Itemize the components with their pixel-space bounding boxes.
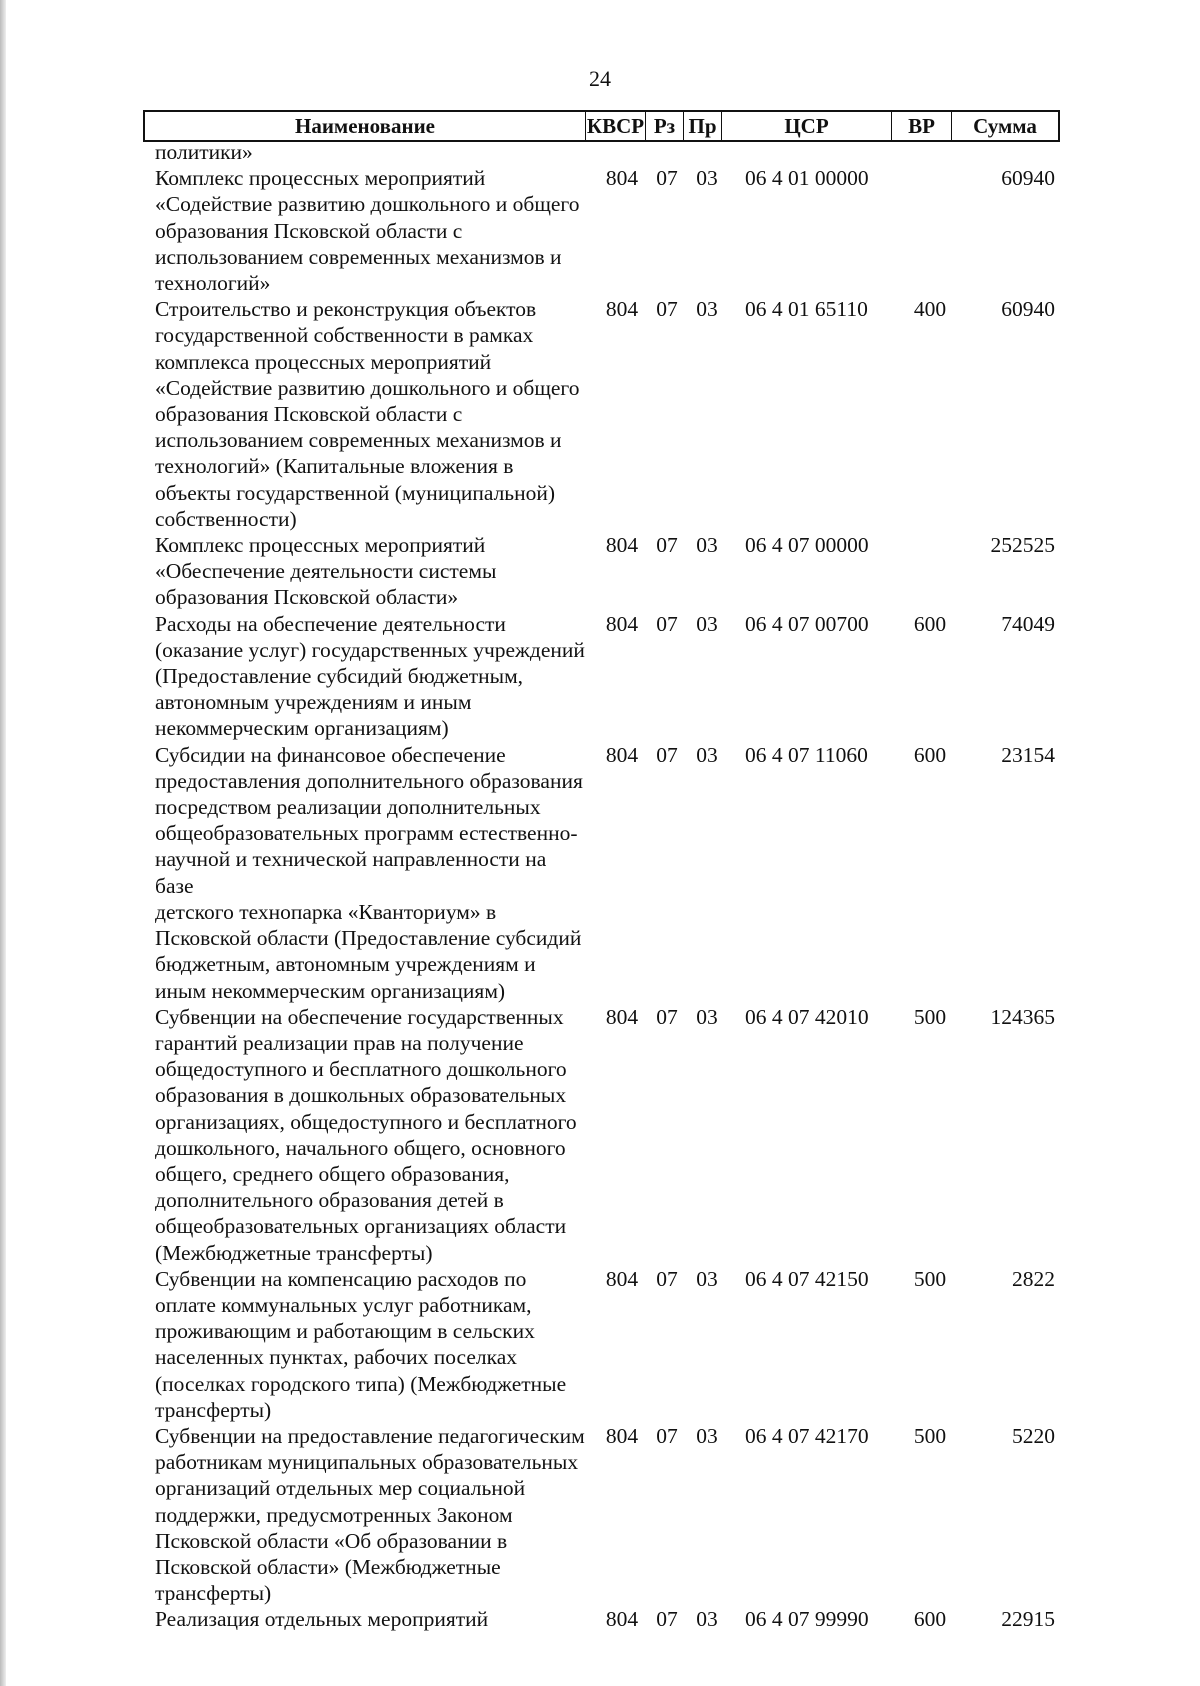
cell-csr: 06 4 07 99990 [745,1607,869,1632]
cell-rz: 07 [656,1423,678,1448]
cell-vr [900,139,960,165]
cell-rz: 07 [656,611,678,636]
cell-rz: 07 [656,742,678,767]
cell-pr: 03 [696,611,718,636]
cell-pr: 03 [696,166,718,191]
cell-sum: 22915 [1001,1607,1055,1632]
cell-rz: 07 [656,1607,678,1632]
cell-kvsr: 804 [605,533,639,558]
cell-sum: 23154 [1001,742,1055,767]
cell-kvsr: 804 [605,166,639,191]
cell-sum: 74049 [1001,611,1055,636]
header-kvsr: КВСР [586,114,645,138]
table-row [155,296,1055,532]
cell-rz: 07 [656,1266,678,1291]
cell-rz: 07 [656,1004,678,1029]
cell-rz [645,139,689,165]
cell-sum [960,139,1055,165]
cell-name: политики» [155,140,253,164]
table-row [155,165,1055,296]
cell-pr: 03 [696,1607,718,1632]
cell-name: Строительство и реконструкция объектов государственной собственности в рамках комплекса процессных мероприятий «Содействие развитию дошкольного и общего образования Псковской области с использованием современных механизмов и технологий» (Капитальные вложения в объекты государственной (муниципальной) собственности) [155,297,580,531]
table-row [155,139,1055,165]
header-vr: ВР [892,112,952,140]
cell-csr: 06 4 07 00700 [745,611,869,636]
table-body [155,139,1055,1633]
cell-csr: 06 4 07 42170 [745,1423,869,1448]
cell-name: Реализация отдельных мероприятий [155,1607,489,1632]
cell-name: Субвенции на предоставление педагогическим работникам муниципальных образовательных организаций отдельных мер социальной поддержки, предусмотренных Законом Псковской области «Об образовании в Псковской области» (Межбюджетные трансферты) [155,1423,585,1606]
header-name: Наименование [145,112,586,140]
cell-name: Комплекс процессных мероприятий «Обеспечение деятельности системы образования Псковской области» [155,533,497,610]
header-pr: Пр [684,112,722,140]
scan-edge [0,0,6,1686]
cell-vr: 400 [913,297,947,322]
cell-pr: 03 [696,533,718,558]
cell-name: Субсидии на финансовое обеспечение предоставления дополнительного образования посредством реализации дополнительных общеобразовательных программ естественно- научной и технической направленности на базе детского технопарка «Кванториум» в Псковской области (Предоставление субсидий бюджетным, автономным учреждениям и иным некоммерческим организациям) [155,742,583,1003]
cell-kvsr: 804 [605,611,639,636]
cell-sum: 60940 [1001,297,1055,322]
cell-rz: 07 [656,533,678,558]
table-row [155,1606,1055,1632]
table-row [155,611,1055,742]
cell-sum: 5220 [1012,1423,1055,1448]
cell-csr [725,139,900,165]
cell-rz: 07 [656,166,678,191]
cell-vr: 500 [913,1266,947,1291]
table-row [155,742,1055,1004]
cell-vr: 500 [913,1423,947,1448]
cell-vr: 500 [913,1004,947,1029]
cell-csr: 06 4 01 00000 [745,166,869,191]
header-csr: ЦСР [722,112,892,140]
cell-sum: 252525 [990,533,1055,558]
page-number: 24 [589,66,611,91]
cell-sum: 124365 [990,1004,1055,1029]
cell-pr: 03 [696,1423,718,1448]
cell-sum: 60940 [1001,166,1055,191]
cell-vr: 600 [913,1607,947,1632]
cell-name: Субвенции на обеспечение государственных гарантий реализации прав на получение общедоступного и бесплатного дошкольного образования в дошкольных образовательных организациях, общедоступного и бесплатного дошкольного, начального общего, основного общего, среднего общего образования, дополнительного образования детей в общеобразовательных организациях области (Межбюджетные трансферты) [155,1004,577,1265]
cell-csr: 06 4 01 65110 [745,297,868,322]
cell-pr [689,139,725,165]
table-row [155,1423,1055,1606]
table-row [155,1266,1055,1423]
header-sum: Сумма [973,114,1037,138]
cell-kvsr: 804 [605,1004,639,1029]
cell-name: Расходы на обеспечение деятельности (оказание услуг) государственных учреждений (Предоставление субсидий бюджетным, автономным учреждениям и иным некоммерческим организациям) [155,611,585,741]
cell-csr: 06 4 07 11060 [745,742,868,767]
cell-pr: 03 [696,1266,718,1291]
cell-pr: 03 [696,297,718,322]
cell-csr: 06 4 07 42010 [745,1004,869,1029]
cell-vr: 600 [913,742,947,767]
cell-kvsr: 804 [605,742,639,767]
cell-kvsr: 804 [605,1607,639,1632]
cell-csr: 06 4 07 42150 [745,1266,869,1291]
cell-rz: 07 [656,297,678,322]
cell-kvsr: 804 [605,1423,639,1448]
cell-name: Субвенции на компенсацию расходов по оплате коммунальных услуг работникам, проживающим и работающим в сельских населенных пунктах, рабочих поселках (поселках городского типа) (Межбюджетные трансферты) [155,1266,567,1422]
cell-name: Комплекс процессных мероприятий «Содействие развитию дошкольного и общего образования Псковской области с использованием современных механизмов и технологий» [155,166,580,296]
cell-pr: 03 [696,1004,718,1029]
cell-kvsr: 804 [605,297,639,322]
header-rz: Рз [646,112,684,140]
cell-kvsr: 804 [605,1266,639,1291]
table-row [155,532,1055,611]
cell-vr: 600 [913,611,947,636]
table-row [155,1004,1055,1266]
cell-sum: 2822 [1012,1266,1055,1291]
cell-pr: 03 [696,742,718,767]
cell-vr [900,165,960,296]
cell-kvsr [587,139,645,165]
table-header [143,110,1060,142]
cell-csr: 06 4 07 00000 [745,533,869,558]
cell-vr [900,532,960,611]
